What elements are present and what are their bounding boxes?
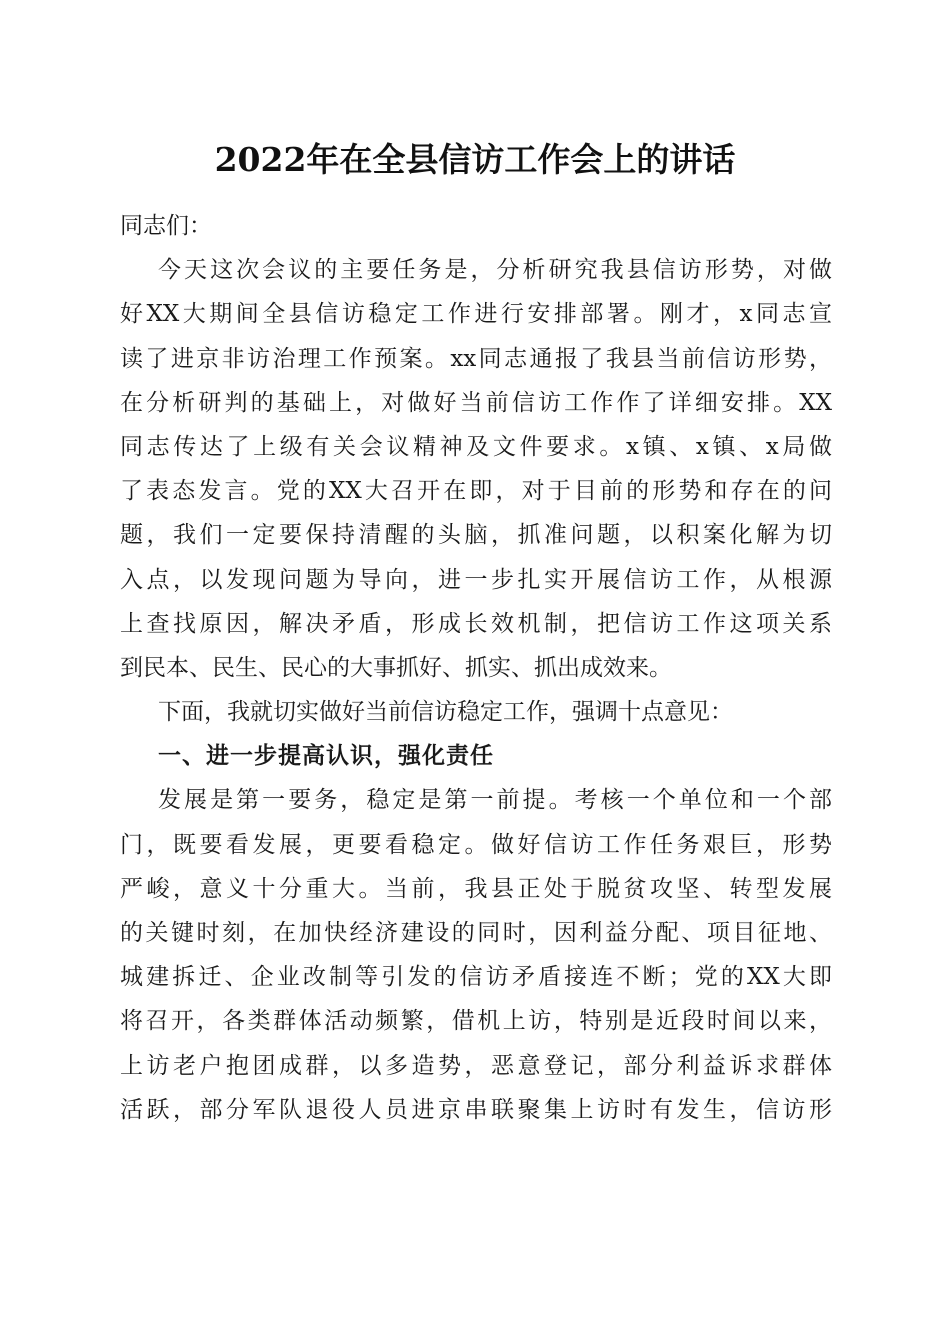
paragraph-line: 将召开，各类群体活动频繁，借机上访，特别是近段时间以来， — [120, 1008, 832, 1035]
paragraph-line: 门，既要看发展，更要看稳定。做好信访工作任务艰巨，形势 — [120, 831, 832, 858]
paragraph-line: 题，我们一定要保持清醒的头脑，抓准问题，以积案化解为切 — [120, 522, 832, 549]
paragraph-line: 在分析研判的基础上，对做好当前信访工作作了详细安排。XX — [120, 389, 832, 416]
salutation: 同志们： — [120, 213, 212, 239]
section-heading: 一、进一步提高认识，强化责任 — [158, 743, 494, 770]
document-title: 2022年在全县信访工作会上的讲话 — [214, 140, 736, 179]
paragraph-line: 下面，我就切实做好当前信访稳定工作，强调十点意见： — [158, 699, 733, 726]
paragraph-line: 了表态发言。党的XX大召开在即，对于目前的形势和存在的问 — [120, 478, 832, 505]
paragraph-line: 发展是第一要务，稳定是第一前提。考核一个单位和一个部 — [158, 787, 832, 814]
document-body — [120, 204, 832, 1132]
paragraph-line: 严峻，意义十分重大。当前，我县正处于脱贫攻坚、转型发展 — [120, 875, 832, 902]
paragraph-line: 上查找原因，解决矛盾，形成长效机制，把信访工作这项关系 — [120, 610, 832, 637]
paragraph-line: 读了进京非访治理工作预案。xx同志通报了我县当前信访形势， — [120, 345, 832, 372]
paragraph-line: 的关键时刻，在加快经济建设的同时，因利益分配、项目征地、 — [120, 920, 832, 946]
paragraph-line: 活跃，部分军队退役人员进京串联聚集上访时有发生，信访形 — [120, 1096, 832, 1123]
paragraph-line: 同志传达了上级有关会议精神及文件要求。x镇、x镇、x局做 — [120, 433, 832, 460]
paragraph-line: 上访老户抱团成群，以多造势，恶意登记，部分利益诉求群体 — [120, 1052, 832, 1079]
paragraph-line: 今天这次会议的主要任务是，分析研究我县信访形势，对做 — [158, 257, 832, 284]
paragraph-line: 入点，以发现问题为导向，进一步扎实开展信访工作，从根源 — [120, 566, 832, 593]
paragraph-line: 好XX大期间全县信访稳定工作进行安排部署。刚才，x同志宣 — [120, 301, 832, 328]
paragraph-line: 到民本、民生、民心的大事抓好、抓实、抓出成效来。 — [120, 654, 672, 681]
paragraph-line: 城建拆迁、企业改制等引发的信访矛盾接连不断；党的XX大即 — [120, 964, 832, 991]
